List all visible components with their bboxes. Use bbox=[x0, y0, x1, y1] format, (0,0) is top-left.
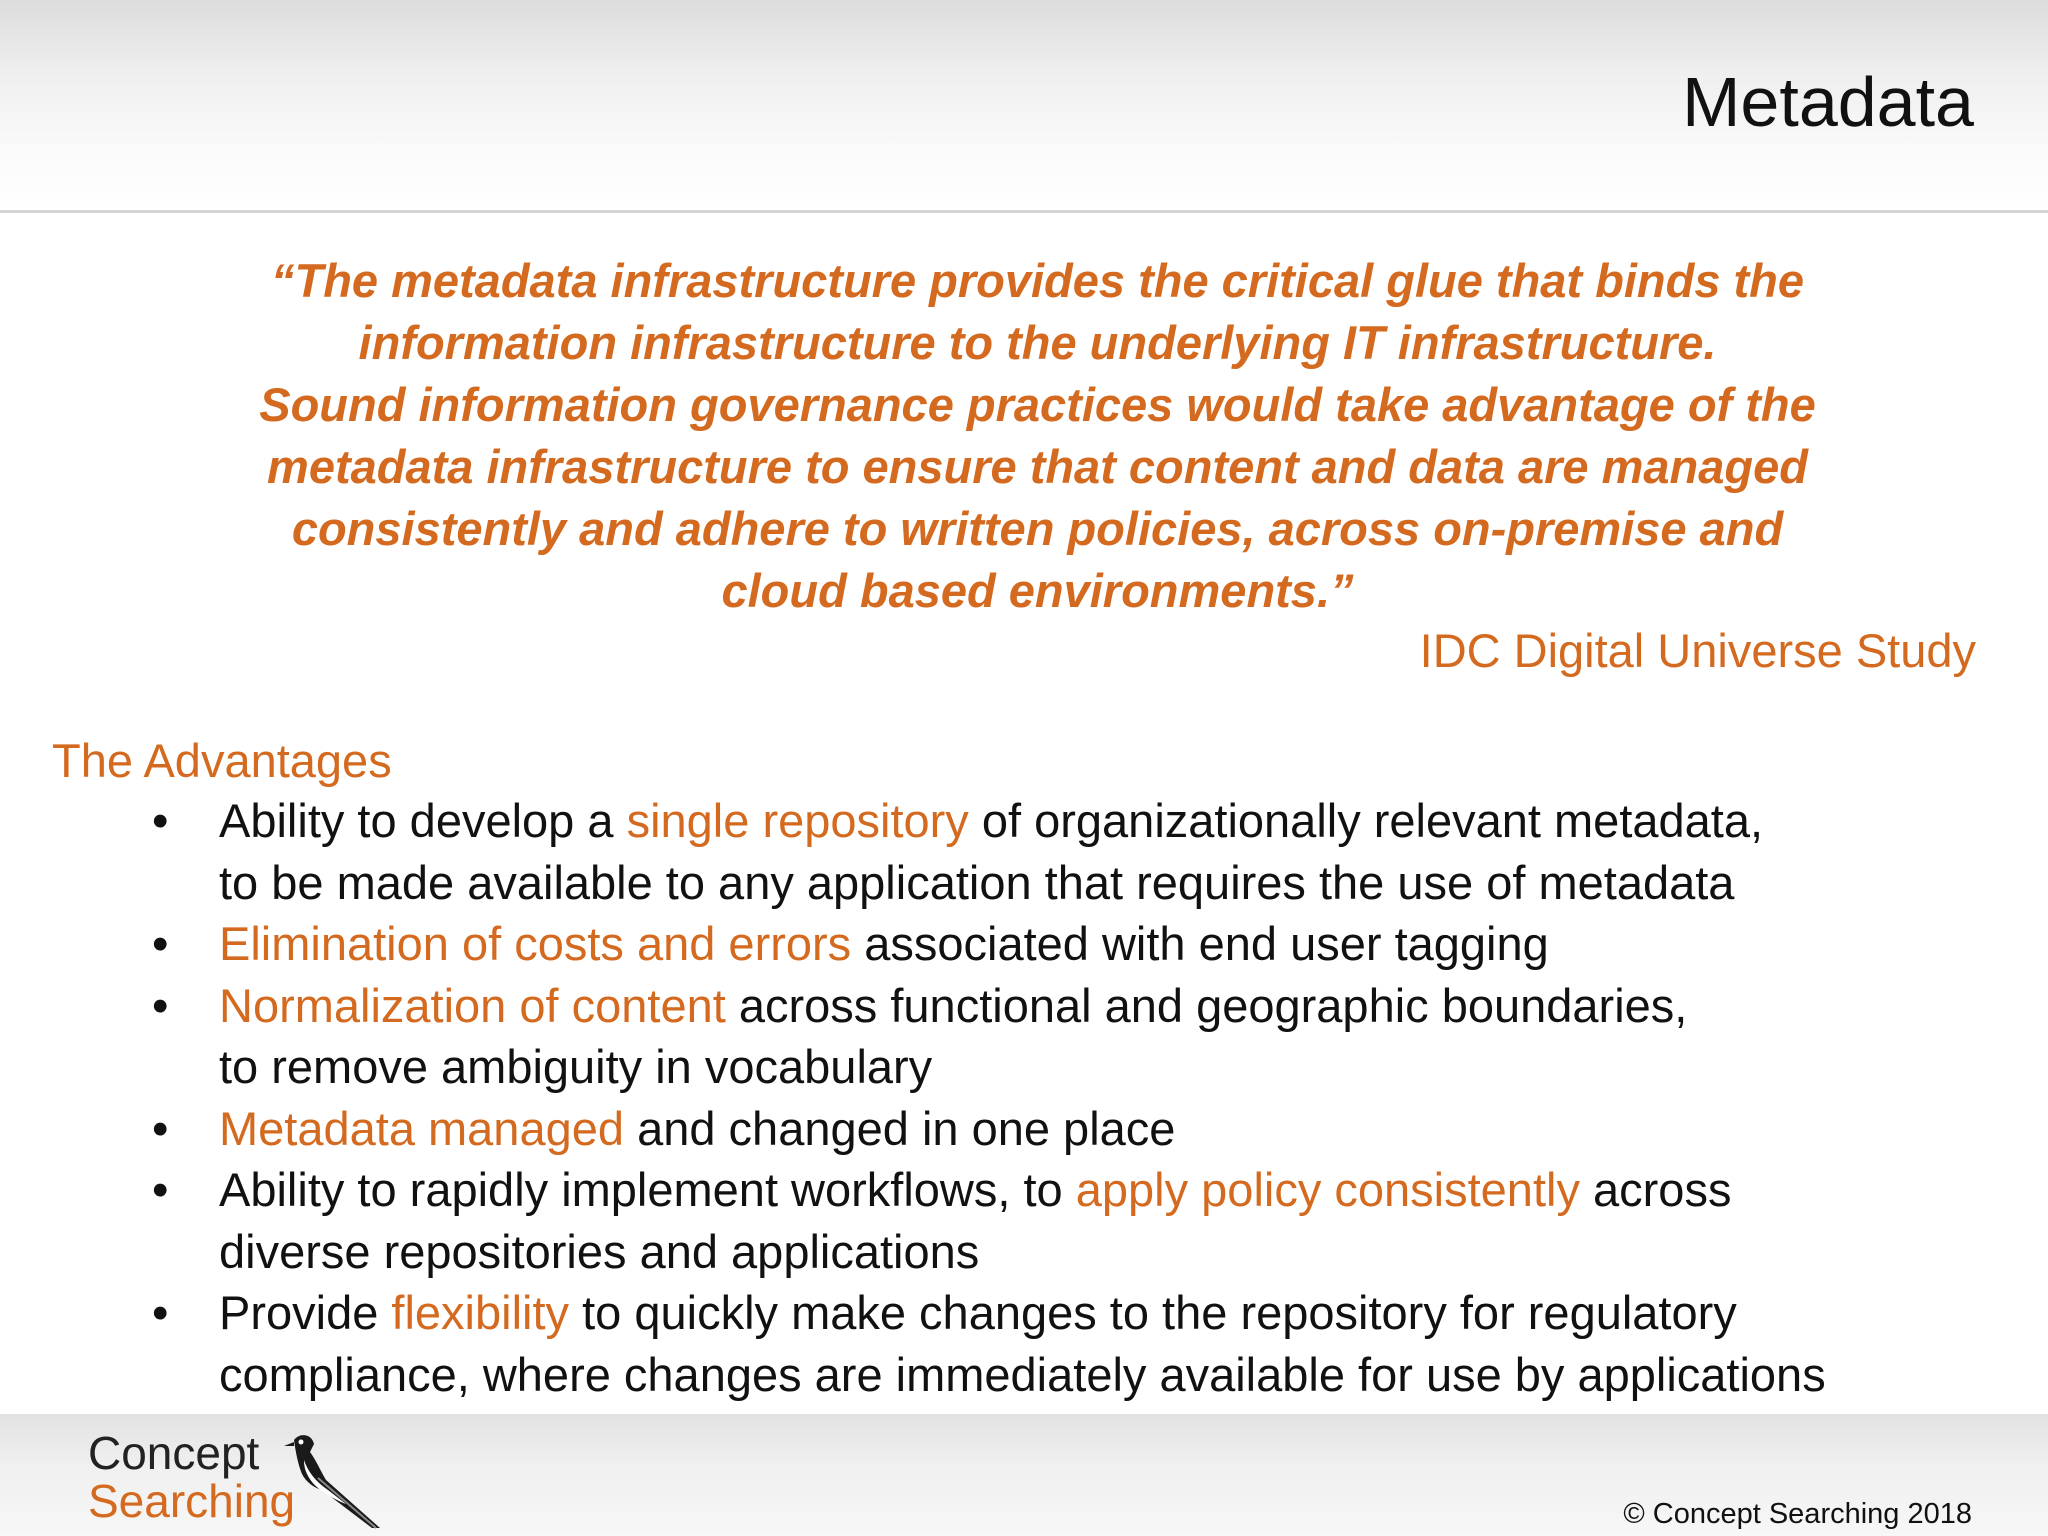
advantage-highlight: Elimination of costs and errors bbox=[219, 917, 852, 970]
copyright-notice: © Concept Searching 2018 bbox=[1623, 1498, 1972, 1530]
quote-line: metadata infrastructure to ensure that content and data are managed bbox=[267, 440, 1808, 493]
advantage-line: compliance, where changes are immediately available for use by applications bbox=[219, 1347, 1826, 1401]
advantage-item bbox=[0, 913, 2048, 975]
advantages-list bbox=[0, 790, 2048, 1405]
advantage-highlight: flexibility bbox=[391, 1286, 570, 1339]
quote-line: information infrastructure to the underlying IT infrastructure. bbox=[358, 316, 1717, 369]
logo-word-searching: Searching bbox=[88, 1475, 296, 1527]
quote-line: “The metadata infrastructure provides the critical glue that binds the bbox=[270, 254, 1805, 307]
advantage-text: and changed in one place bbox=[624, 1101, 1176, 1155]
advantage-highlight: Metadata managed bbox=[219, 1101, 625, 1155]
advantage-line: to be made available to any application that requires the use of metadata bbox=[219, 855, 1735, 909]
quote-line: consistently and adhere to written policies, across on-premise and bbox=[291, 502, 1784, 555]
advantage-item bbox=[0, 1159, 2048, 1282]
magpie-bird-icon bbox=[276, 1430, 386, 1530]
advantage-item bbox=[0, 1282, 2048, 1405]
advantage-line bbox=[219, 790, 2048, 852]
advantage-line bbox=[219, 1098, 2048, 1160]
advantage-item bbox=[0, 975, 2048, 1098]
advantage-line bbox=[219, 1282, 2048, 1344]
advantage-line: to remove ambiguity in vocabulary bbox=[219, 1040, 933, 1093]
advantage-text: of organizationally relevant metadata, bbox=[968, 794, 1764, 847]
advantage-highlight: Normalization of content bbox=[219, 978, 726, 1032]
advantage-item bbox=[0, 1098, 2048, 1160]
advantage-text: Provide bbox=[219, 1286, 392, 1339]
advantage-line bbox=[219, 975, 2048, 1037]
advantage-text: across functional and geographic boundaries, bbox=[725, 978, 1688, 1032]
quote-attribution: IDC Digital Universe Study bbox=[1419, 624, 1976, 677]
slide-title: Metadata bbox=[1682, 63, 1974, 141]
bullet-icon: • bbox=[152, 1163, 169, 1216]
advantage-text: associated with end user tagging bbox=[851, 917, 1549, 970]
quote-line: Sound information governance practices would take advantage of the bbox=[259, 378, 1816, 431]
advantages-heading: The Advantages bbox=[52, 734, 392, 787]
company-logo bbox=[86, 1426, 386, 1536]
logo-word-concept: Concept bbox=[88, 1427, 260, 1479]
bullet-icon: • bbox=[152, 917, 169, 970]
quote-line: cloud based environments.” bbox=[721, 564, 1354, 617]
quote-block bbox=[110, 250, 1965, 622]
advantage-line: diverse repositories and applications bbox=[219, 1224, 980, 1278]
advantage-text: Ability to develop a bbox=[219, 794, 627, 847]
bullet-icon: • bbox=[152, 794, 169, 847]
bullet-icon: • bbox=[152, 1286, 169, 1339]
advantage-text: across bbox=[1579, 1163, 1732, 1216]
advantage-line bbox=[219, 913, 2048, 975]
bullet-icon: • bbox=[152, 1101, 169, 1155]
advantage-text: Ability to rapidly implement workflows, to bbox=[219, 1163, 1076, 1216]
advantage-item bbox=[0, 790, 2048, 913]
advantage-text: to quickly make changes to the repository for regulatory bbox=[569, 1286, 1737, 1339]
advantage-highlight: apply policy consistently bbox=[1075, 1163, 1580, 1216]
advantage-line bbox=[219, 1159, 2048, 1221]
advantage-highlight: single repository bbox=[626, 794, 969, 847]
bullet-icon: • bbox=[152, 978, 169, 1032]
